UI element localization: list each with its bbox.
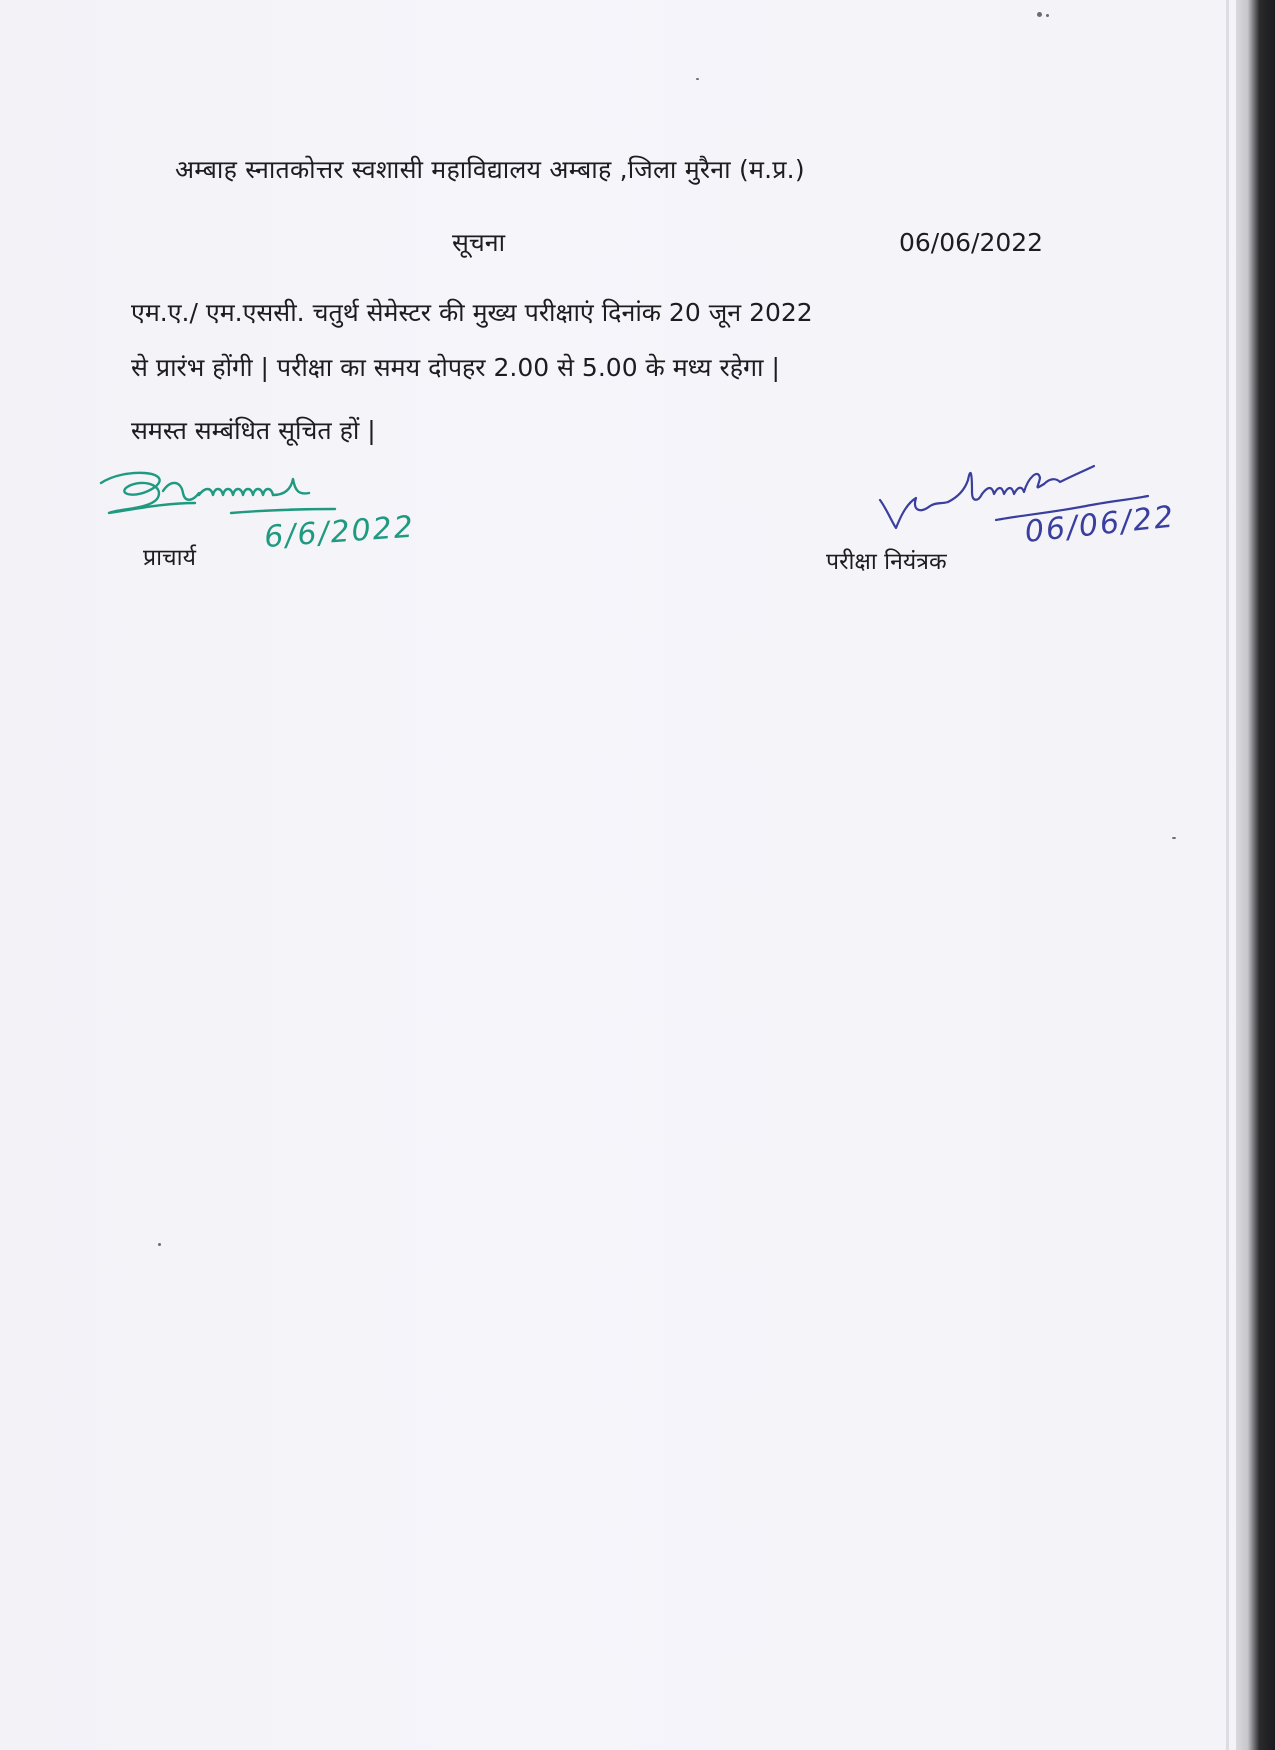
principal-signature-date: 6/6/2022 xyxy=(263,509,416,555)
notice-title: सूचना xyxy=(452,228,506,257)
controller-signature-date: 06/06/22 xyxy=(1023,499,1177,550)
notice-body-line: से प्रारंभ होंगी | परीक्षा का समय दोपहर 2.00 से 5.00 के मध्य रहेगा | xyxy=(131,353,780,382)
paper-speck xyxy=(158,1243,161,1246)
scan-edge-shadow xyxy=(1236,0,1275,1750)
paper-speck xyxy=(696,78,699,80)
notice-body-line: एम.ए./ एम.एससी. चतुर्थ सेमेस्टर की मुख्य परीक्षाएं दिनांक 20 जून 2022 xyxy=(131,298,813,327)
paper-speck xyxy=(1046,14,1049,17)
page-edge-line xyxy=(1226,0,1229,1750)
controller-signature xyxy=(876,448,1216,558)
paper-speck xyxy=(1172,837,1176,839)
principal-title: प्राचार्य xyxy=(143,545,196,571)
notice-date: 06/06/2022 xyxy=(899,228,1044,257)
paper-speck xyxy=(1037,12,1042,17)
exam-controller-title: परीक्षा नियंत्रक xyxy=(826,549,947,575)
institution-heading: अम्बाह स्नातकोत्तर स्वशासी महाविद्यालय अम्बाह ,जिला मुरैना (म.प्र.) xyxy=(175,155,805,184)
notice-closing-line: समस्त सम्बंधित सूचित हों | xyxy=(131,416,376,445)
